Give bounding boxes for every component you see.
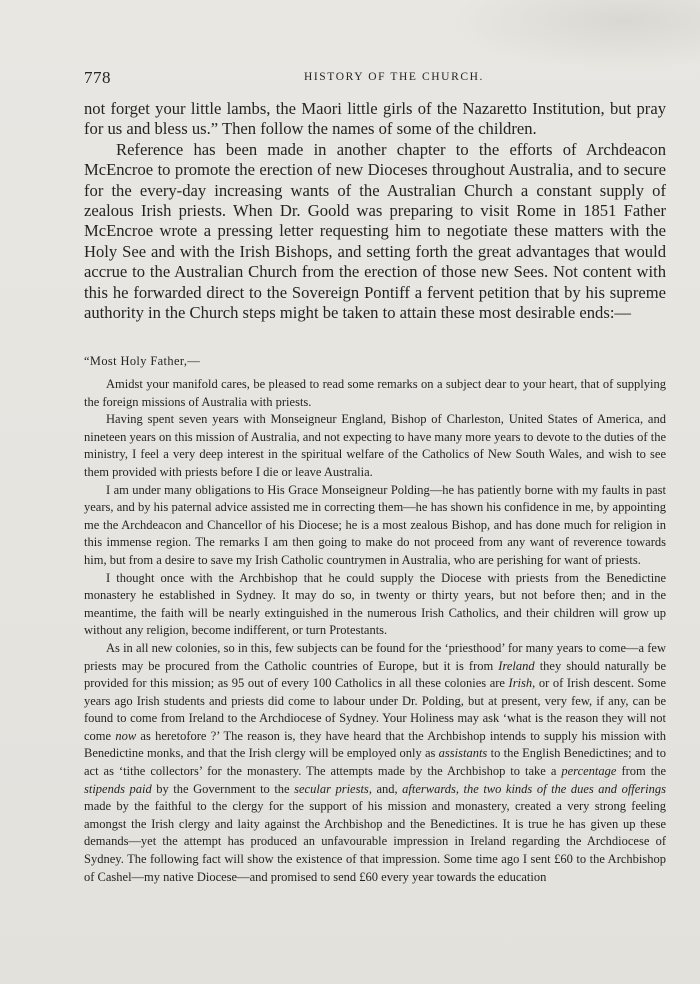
body-paragraph-1: not forget your little lambs, the Maori little girls of the Nazaretto Institution, but pray for us and bless us.” Then follow the names of some of the children. [84, 99, 666, 139]
body-paragraph-2: Reference has been made in another chapter to the efforts of Archdeacon McEncroe to promote the erection of new Dioceses throughout Australia, and to secure for the every-day increasing wants of the Australian Church a constant supply of zealous Irish priests. When Dr. Goold was preparing to visit Rome in 1851 Father McEncroe wrote a pressing letter requesting him to negotiate these matters with the Holy See and with the Irish Bishops, and setting forth the great advantages that would accrue to the Australian Church from the erection of those new Sees. Not content with this he forwarded direct to the Sovereign Pontiff a fervent petition that by his supreme authority in the Church steps might be taken to attain these most desirable ends:— [84, 139, 666, 323]
text-run: , and, [368, 781, 403, 796]
text-run: , or of Irish descent. Some years ago Irish students and priests did come to labour under Dr. Polding, but at present, very few, if any, can be found to come from Ireland to the Archdiocese of Sydney. Your Holiness may ask ‘what is the reason they will not come [84, 676, 666, 743]
text-run: As in all new colonies, so in this, few subjects can be found for the ‘priesthood’ for many years to come—a few priests may be procured from the Catholic countries of Europe, but it is from [84, 640, 666, 673]
letter-paragraph-2: Having spent seven years with Monseigneur England, Bishop of Charleston, United States of America, and nineteen years on this mission of Australia, and not expecting to have many more years to devote to the duties of the ministry, I feel a very deep interest in the spiritual welfare of the Catholics of New South Wales, and wish to see them provided with priests before I die or leave Australia. [84, 412, 666, 479]
text-run: to the English Benedictines; and to act as ‘tithe collectors’ for the monastery. The attempts made by the Archbishop to take a [84, 746, 666, 779]
letter-paragraph-4: I thought once with the Archbishop that he could supply the Diocese with priests from the Benedictine monastery he established in Sydney. It may do so, in twenty or thirty years, but not before then; and in the meantime, the faith will be nearly extinguished in the numerous Irish Catholics, and their children will grow up without any religion, become indifferent, or turn Protestants. [84, 570, 666, 638]
italic-secular: secular priests [294, 781, 369, 796]
text-run: made by the faithful to the clergy for the support of his mission and monastery, created a very strong feeling amongst the Irish clergy and laity against the Archbishop and the Benedictines. It is true he has given up these demands—yet the attempt has produced an unfavourable impression in Ireland regarding the Archdiocese of Sydney. The following fact will show the existence of that impression. Some time ago I sent £60 to the Archbishop of Cashel—my native Diocese—and promised to send £60 every year towards the education [84, 799, 666, 884]
main-text [84, 99, 666, 323]
italic-stipends: stipends paid [84, 781, 152, 796]
letter-salutation: “Most Holy Father,— [84, 354, 201, 368]
text-run: from the [616, 764, 666, 779]
text-run: as heretofore ?’ The reason is, they have heard that the Archbishop intends to supply his mission with Benedictine monks, and that the Irish clergy will be employed only as [84, 728, 666, 761]
letter-paragraph-3: I am under many obligations to His Grace Monseigneur Polding—he has patiently borne with my faults in past years, and by his paternal advice assisted me in correcting them—he has shown his confidence in me, by appointing me the Archdeacon and Chancellor of his Diocese; he is a most zealous Bishop, and has done much for religion in this immense region. The remarks I am then going to make do not proceed from any want of reverence towards him, but from a desire to save my Irish Catholic countrymen in Australia, who are perishing for want of priests. [84, 482, 666, 567]
page-number: 778 [84, 68, 111, 87]
text-run: by the Government to the [151, 781, 295, 796]
page-header [84, 68, 666, 88]
italic-assistants: assistants [438, 746, 488, 761]
italic-irish: Irish [508, 676, 533, 691]
italic-now: now [115, 728, 137, 743]
running-title: HISTORY OF THE CHURCH. [303, 71, 485, 83]
italic-percentage: percentage [561, 764, 617, 779]
italic-ireland: Ireland [498, 658, 535, 673]
text-run: they should naturally be provided for this mission; as 95 out of every 100 Catholics in all these colonies are [84, 658, 666, 691]
letter-paragraph-1: Amidst your manifold cares, be pleased to read some remarks on a subject dear to your heart, that of supplying the foreign missions of Australia with priests. [84, 377, 666, 409]
paper-stain [450, 0, 700, 70]
italic-afterwards: afterwards, the two kinds of the dues and offerings [402, 781, 667, 796]
letter-paragraph-5 [84, 640, 666, 886]
quoted-letter [84, 352, 666, 886]
